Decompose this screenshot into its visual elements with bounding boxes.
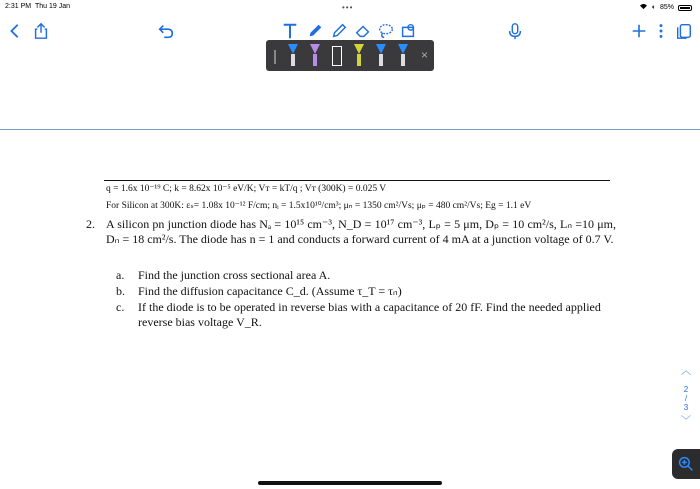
- question-part-a: [116, 268, 616, 284]
- status-time: 2:31 PM Thu 19 Jan: [5, 3, 70, 10]
- close-icon[interactable]: ×: [420, 48, 428, 62]
- more-icon[interactable]: [650, 20, 672, 42]
- battery-icon: [678, 5, 692, 11]
- undo-icon[interactable]: [155, 20, 177, 42]
- moon-icon: ◐: [651, 4, 656, 11]
- zoom-button[interactable]: [672, 449, 700, 479]
- pen-tool-icon[interactable]: [304, 20, 326, 42]
- part-label: b.: [116, 284, 125, 298]
- status-bar: [0, 0, 700, 14]
- home-indicator[interactable]: [258, 481, 442, 485]
- part-text: Find the diffusion capacitance C_d. (Assume τ_T = τₙ): [138, 284, 402, 298]
- text-tool-icon[interactable]: [279, 20, 301, 42]
- page-divider: /: [684, 394, 688, 403]
- part-label: c.: [116, 300, 125, 314]
- question-text: A silicon pn junction diode has Nₐ = 10¹⁵ cm⁻³, N_D = 10¹⁷ cm⁻³, Lₚ = 5 μm, Dₚ = 10 cm²/s, Lₙ =10 μm, Dₙ = 18 cm²/s. The diode has n = 1 and conducts a forward current of 4 mA at a junction voltage of 0.7 V.: [106, 217, 616, 247]
- part-text: If the diode is to be operated in reverse bias with a capacitance of 20 fF. Find the needed applied reverse bias voltage V_R.: [138, 300, 601, 330]
- lasso-icon[interactable]: [375, 20, 397, 42]
- pen-blue-3[interactable]: [398, 44, 408, 68]
- highlighter-icon[interactable]: [328, 20, 350, 42]
- share-icon[interactable]: [30, 20, 52, 42]
- battery-percentage: 85%: [659, 4, 674, 11]
- question-part-c: [116, 300, 616, 332]
- status-right: [639, 3, 692, 12]
- header-rule: [104, 180, 610, 181]
- pen-yellow[interactable]: [354, 44, 364, 68]
- page-navigator: [678, 362, 694, 434]
- shapes-icon[interactable]: [397, 20, 419, 42]
- pen-eraser[interactable]: [332, 44, 342, 68]
- current-page: 2: [683, 385, 689, 394]
- page-separator: [0, 129, 700, 130]
- multitask-dots[interactable]: •••: [342, 3, 354, 12]
- pages-icon[interactable]: [673, 20, 695, 42]
- question-number: 2.: [86, 217, 95, 231]
- pen-blue-2[interactable]: [376, 44, 386, 68]
- pen-tray: [266, 40, 434, 71]
- tray-divider: [274, 50, 276, 64]
- mic-icon[interactable]: [504, 20, 526, 42]
- chevron-down-icon[interactable]: ﹀: [681, 416, 691, 427]
- wifi-icon: [639, 3, 648, 12]
- back-icon[interactable]: [4, 20, 26, 42]
- part-text: Find the junction cross sectional area A.: [138, 268, 331, 282]
- pen-purple[interactable]: [310, 44, 320, 68]
- pen-blue[interactable]: [288, 44, 298, 68]
- zoom-in-icon: [678, 456, 694, 472]
- constants-line-1: q = 1.6x 10⁻¹⁹ C; k = 8.62x 10⁻⁵ eV/K; Vᴛ = kT/q ; Vᴛ (300K) = 0.025 V: [106, 184, 387, 194]
- question-part-b: [116, 284, 616, 300]
- eraser-icon[interactable]: [352, 20, 374, 42]
- chevron-up-icon[interactable]: ︿: [681, 366, 691, 377]
- part-label: a.: [116, 268, 125, 282]
- constants-line-2: For Silicon at 300K: εₛ= 1.08x 10⁻¹² F/cm; nᵢ = 1.5x10¹⁰/cm³; μₙ = 1350 cm²/Vs; μₚ = 480 cm²/Vs; Eg = 1.1 eV: [106, 201, 532, 211]
- add-icon[interactable]: [628, 20, 650, 42]
- total-pages: 3: [683, 403, 689, 412]
